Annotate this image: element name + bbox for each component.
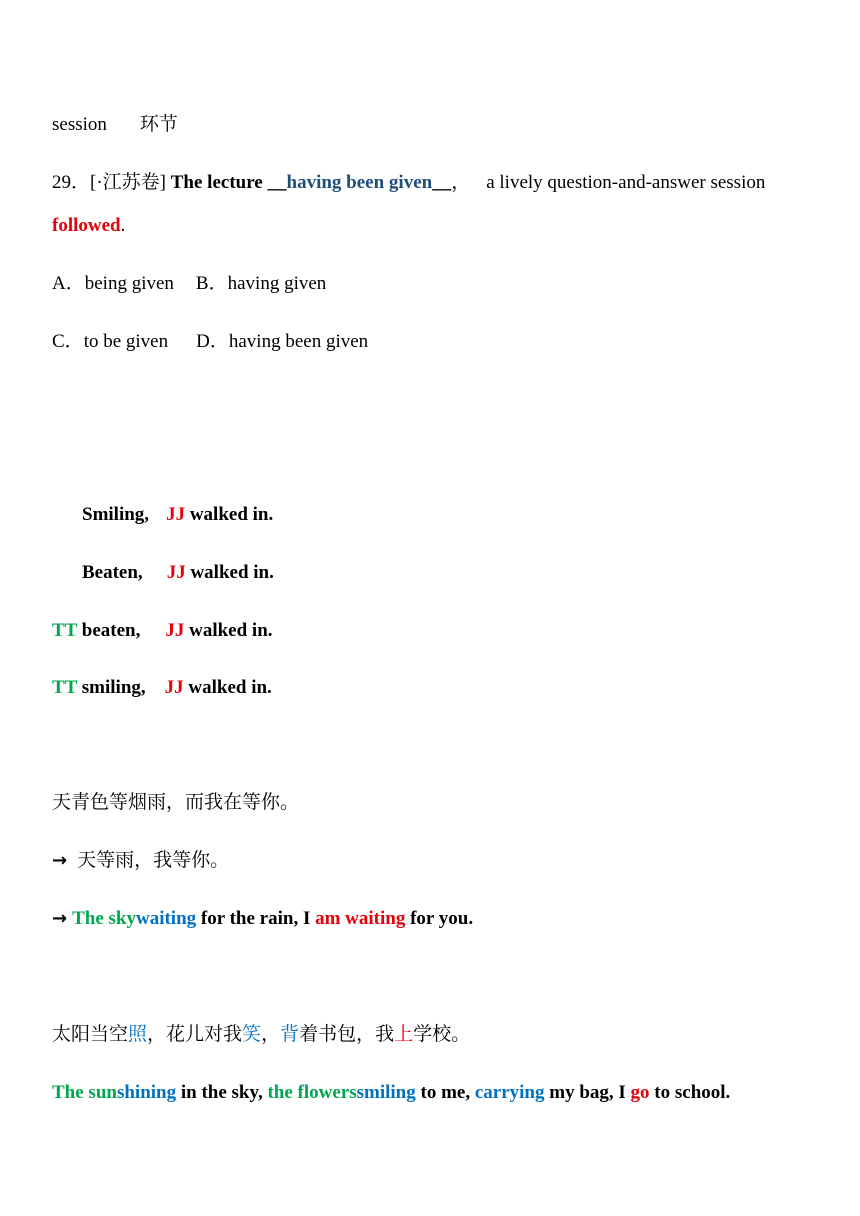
en-2-participle-2: smiling <box>356 1082 416 1103</box>
example-3-main-rest: walked in. <box>189 620 273 641</box>
en-1-subject: The sky <box>72 908 136 929</box>
option-c-letter: C． <box>52 331 84 352</box>
option-a[interactable] <box>52 273 174 294</box>
example-2-main-subject: JJ <box>166 562 186 583</box>
option-b[interactable] <box>196 273 326 294</box>
chinese-2-verb-4: 上 <box>394 1024 414 1045</box>
example-4-main-rest: walked in. <box>188 677 272 698</box>
option-a-text: being given <box>84 273 174 294</box>
en-2-main-verb: go <box>630 1082 650 1103</box>
stem-period: . <box>120 215 126 236</box>
option-b-letter: B． <box>195 273 228 294</box>
example-1-main-subject: JJ <box>166 504 186 525</box>
english-translation-1 <box>52 907 473 931</box>
question-number: 29． <box>52 172 91 193</box>
en-2-text-2: to me, <box>415 1082 475 1103</box>
chinese-1-text: 天青色等烟雨，而我在等你。 <box>52 792 300 813</box>
options-row-2 <box>52 330 368 354</box>
stem-rest: a lively question-and-answer session <box>486 172 766 193</box>
question-source: [·江苏卷] <box>90 172 166 193</box>
chinese-sentence-2 <box>52 1023 470 1047</box>
example-4 <box>52 676 272 700</box>
chinese-2-part-1: 太阳当空 <box>52 1024 129 1045</box>
chinese-2-verb-3: 背 <box>280 1024 300 1045</box>
example-3-subject: TT <box>52 620 78 641</box>
example-1 <box>52 503 273 527</box>
option-a-letter: A． <box>52 273 85 294</box>
question-stem <box>52 171 765 195</box>
chinese-simplified-1 <box>52 849 229 873</box>
example-3 <box>52 619 273 643</box>
en-1-end: for you. <box>405 908 474 929</box>
en-2-subject-1: The sun <box>52 1082 117 1103</box>
en-2-participle-1: shining <box>116 1082 177 1103</box>
en-1-participle: waiting <box>135 908 197 929</box>
arrow-right-icon: → <box>52 850 68 871</box>
chinese-sentence-1 <box>52 791 299 815</box>
stem-start: The lecture __ <box>170 172 287 193</box>
option-b-text: having given <box>227 273 327 294</box>
en-1-verb: am waiting <box>315 908 406 929</box>
example-1-participle: Smiling, <box>82 504 150 525</box>
stem-answer: having been given <box>286 172 433 193</box>
option-d[interactable] <box>196 331 368 352</box>
chinese-2-verb-1: 照 <box>128 1024 148 1045</box>
example-2 <box>52 561 274 585</box>
en-1-mid: for the rain, I <box>196 908 316 929</box>
en-2-text-3: my bag, I <box>544 1082 631 1103</box>
chinese-2-part-3: ， <box>261 1024 281 1045</box>
option-d-letter: D． <box>196 331 229 352</box>
en-2-subject-2: the flowers <box>267 1082 357 1103</box>
en-2-text-1: in the sky, <box>176 1082 268 1103</box>
question-stem-continued <box>52 214 125 238</box>
example-4-subject: TT <box>52 677 78 698</box>
en-2-text-4: to school. <box>649 1082 731 1103</box>
example-2-main-rest: walked in. <box>190 562 274 583</box>
stem-comma: ， <box>451 172 471 193</box>
chinese-2-verb-2: 笑 <box>242 1024 262 1045</box>
arrow-right-icon: → <box>52 908 68 929</box>
stem-followed: followed <box>52 215 121 236</box>
vocab-line <box>52 113 178 137</box>
example-3-main-subject: JJ <box>165 620 185 641</box>
example-1-main-rest: walked in. <box>189 504 274 525</box>
english-translation-2 <box>52 1081 730 1105</box>
example-3-participle: beaten, <box>81 620 141 641</box>
vocab-word: session <box>52 114 107 135</box>
option-c-text: to be given <box>83 331 169 352</box>
vocab-meaning: 环节 <box>139 114 178 135</box>
example-4-main-subject: JJ <box>164 677 184 698</box>
example-4-participle: smiling, <box>81 677 146 698</box>
option-c[interactable] <box>52 331 168 352</box>
chinese-1-simplified: 天等雨，我等你。 <box>77 850 230 871</box>
option-d-text: having been given <box>228 331 369 352</box>
chinese-2-part-2: ，花儿对我 <box>147 1024 243 1045</box>
options-row-1 <box>52 272 326 296</box>
chinese-2-part-5: 学校。 <box>413 1024 471 1045</box>
stem-blank-end: __ <box>432 172 452 193</box>
chinese-2-part-4: 着书包，我 <box>299 1024 395 1045</box>
en-2-participle-3: carrying <box>474 1082 545 1103</box>
example-2-participle: Beaten, <box>82 562 143 583</box>
